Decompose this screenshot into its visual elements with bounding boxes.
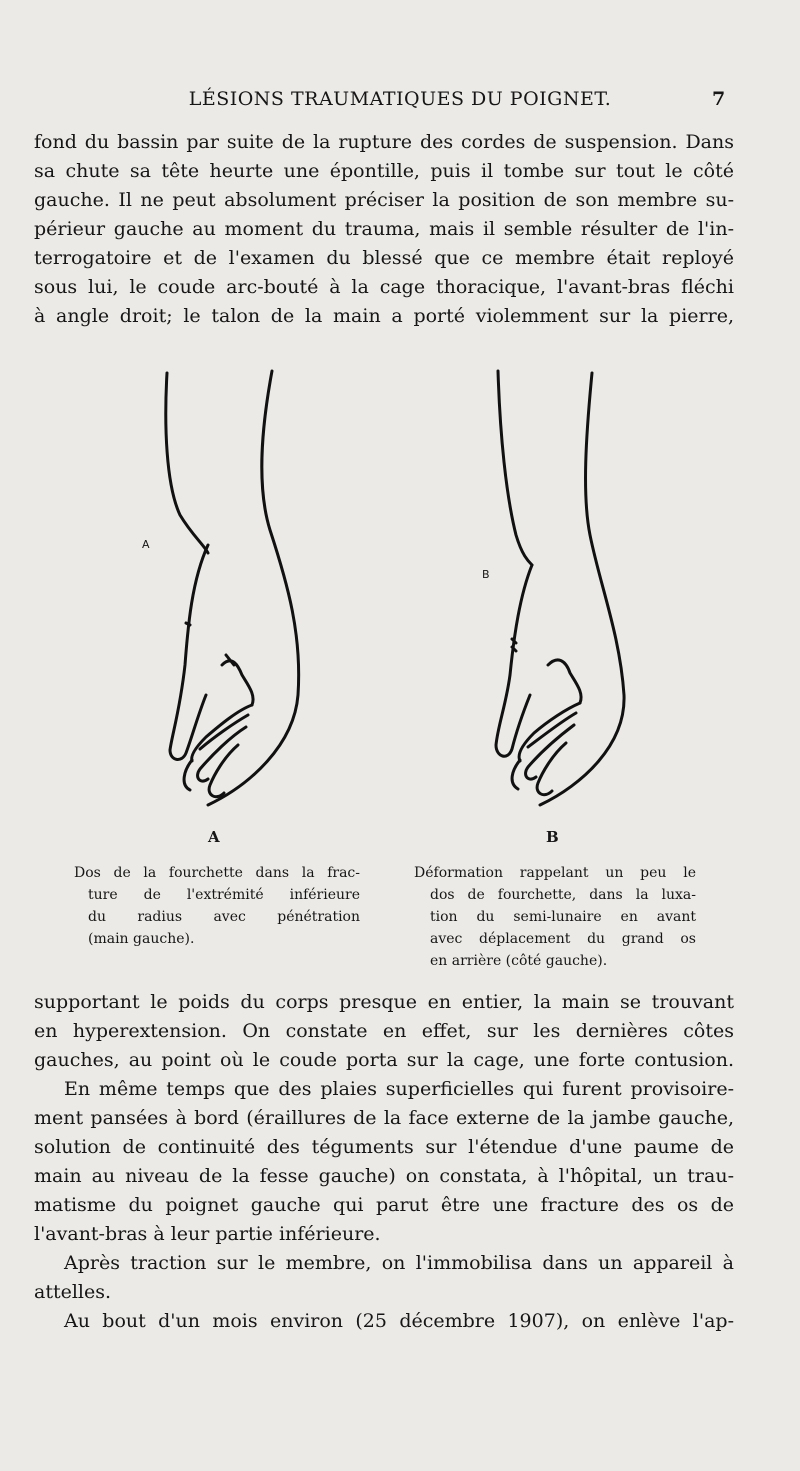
caption-line: avec déplacement du grand os bbox=[430, 931, 696, 947]
text-line: fond du bassin par suite de la rupture des cordes de suspension. Dans bbox=[34, 131, 734, 153]
text-line: En même temps que des plaies superficielles qui furent provisoire- bbox=[64, 1078, 734, 1100]
running-header: LÉSIONS TRAUMATIQUES DU POIGNET. bbox=[188, 88, 612, 110]
figure-a-caption bbox=[74, 862, 360, 950]
text-line: l'avant-bras à leur partie inférieure. bbox=[34, 1223, 381, 1245]
paragraph-bottom bbox=[34, 988, 734, 1336]
caption-line: en arrière (côté gauche). bbox=[430, 953, 608, 969]
text-line: Au bout d'un mois environ (25 décembre 1907), on enlève l'ap- bbox=[64, 1310, 734, 1332]
text-line: gauche. Il ne peut absolument préciser la position de son membre su- bbox=[34, 189, 734, 211]
text-line: matisme du poignet gauche qui parut être une fracture des os de bbox=[34, 1194, 734, 1216]
text-line: périeur gauche au moment du trauma, mais il semble résulter de l'in- bbox=[34, 218, 734, 240]
text-line: main au niveau de la fesse gauche) on constata, à l'hôpital, un trau- bbox=[34, 1165, 734, 1187]
text-line: à angle droit; le talon de la main a porté violemment sur la pierre, bbox=[34, 305, 734, 327]
text-line: sous lui, le coude arc-bouté à la cage thoracique, l'avant-bras fléchi bbox=[34, 276, 734, 298]
text-line: Après traction sur le membre, on l'immobilisa dans un appareil à bbox=[64, 1252, 734, 1274]
caption-line: dos de fourchette, dans la luxa- bbox=[430, 887, 696, 903]
caption-line: Dos de la fourchette dans la frac- bbox=[74, 865, 360, 881]
paragraph-top bbox=[34, 128, 734, 331]
text-line: ment pansées à bord (éraillures de la face externe de la jambe gauche, bbox=[34, 1107, 734, 1129]
figure-b-letter: B bbox=[482, 568, 490, 581]
page-number: 7 bbox=[712, 88, 726, 110]
caption-line: du radius avec pénétration bbox=[88, 909, 360, 925]
hand-illustration-a bbox=[130, 365, 330, 825]
figure-b-label: B bbox=[546, 828, 559, 846]
caption-line: Déformation rappelant un peu le bbox=[414, 865, 696, 881]
text-line: en hyperextension. On constate en effet, sur les dernières côtes bbox=[34, 1020, 734, 1042]
text-line: gauches, au point où le coude porta sur la cage, une forte contusion. bbox=[34, 1049, 734, 1071]
text-line: sa chute sa tête heurte une épontille, puis il tombe sur tout le côté bbox=[34, 160, 734, 182]
figure-a-letter: A bbox=[142, 538, 150, 551]
caption-line: ture de l'extrémité inférieure bbox=[88, 887, 360, 903]
text-line: supportant le poids du corps presque en entier, la main se trouvant bbox=[34, 991, 734, 1013]
text-line: attelles. bbox=[34, 1281, 112, 1303]
figure-b-caption bbox=[414, 862, 696, 972]
caption-line: (main gauche). bbox=[88, 931, 195, 947]
text-line: terrogatoire et de l'examen du blessé que ce membre était reployé bbox=[34, 247, 734, 269]
caption-line: tion du semi-lunaire en avant bbox=[430, 909, 696, 925]
hand-illustration-b bbox=[460, 365, 660, 825]
text-line: solution de continuité des téguments sur l'étendue d'une paume de bbox=[34, 1136, 734, 1158]
figure-a-label: A bbox=[208, 828, 220, 846]
